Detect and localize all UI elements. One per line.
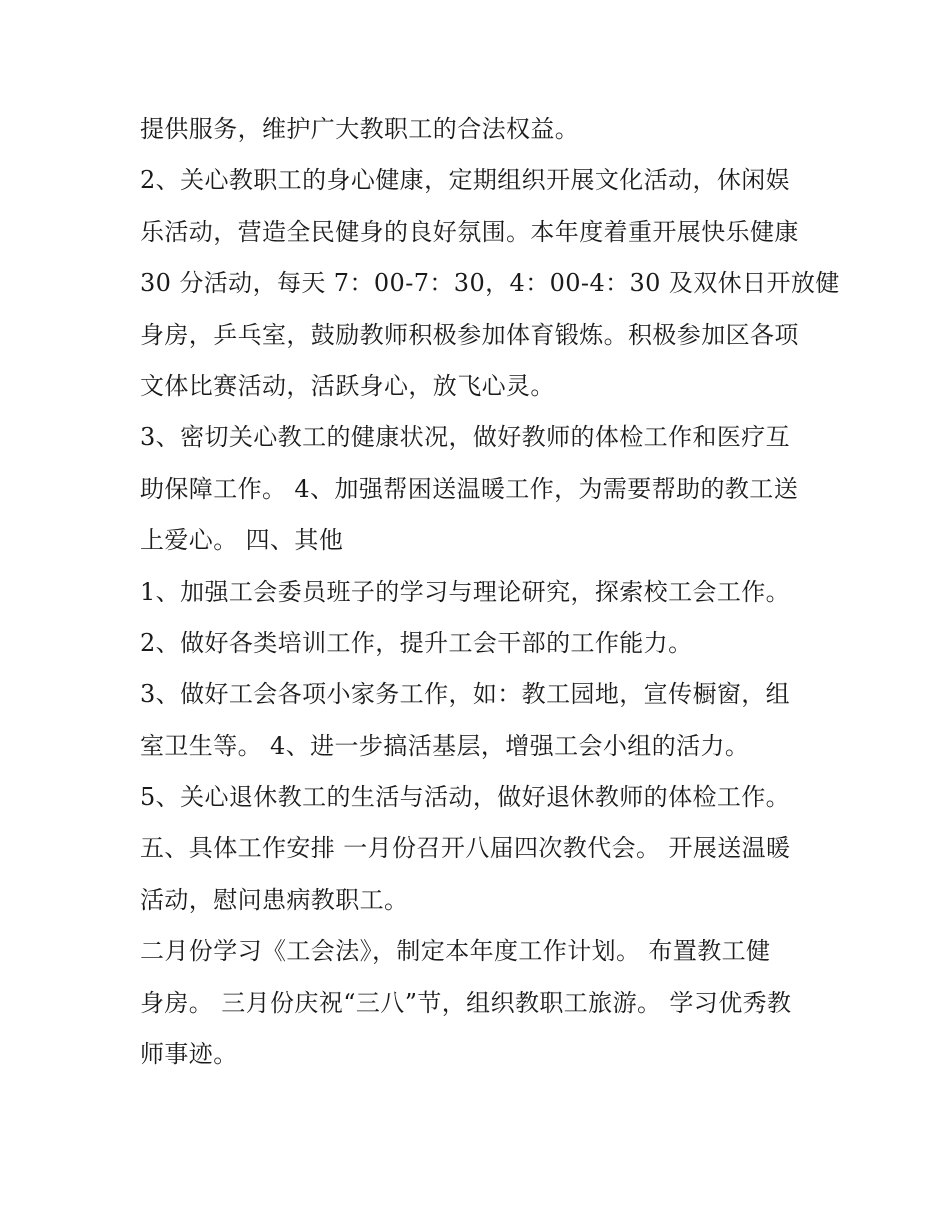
text-line: 助保障工作。 4、加强帮困送温暖工作，为需要帮助的教工送	[140, 474, 799, 503]
text-line: 2、做好各类培训工作，提升工会干部的工作能力。	[140, 628, 693, 657]
text-line: 身房。 三月份庆祝“三八”节，组织教职工旅游。 学习优秀教	[140, 988, 792, 1017]
document-body	[140, 104, 840, 1080]
text-line: 3、做好工会各项小家务工作，如：教工园地，宣传橱窗，组	[140, 680, 791, 709]
text-line: 2、关心教职工的身心健康，定期组织开展文化活动，休闲娱	[140, 166, 791, 195]
text-line: 二月份学习《工会法》，制定本年度工作计划。 布置教工健	[140, 937, 771, 966]
text-line: 师事迹。	[140, 1040, 238, 1069]
text-line: 30 分活动，每天 7：00-7：30，4：00-4：30 及双休日开放健	[140, 269, 840, 298]
text-line: 3、密切关心教工的健康状况，做好教师的体检工作和医疗互	[140, 423, 791, 452]
text-line: 五、具体工作安排 一月份召开八届四次教代会。 开展送温暖	[140, 834, 791, 863]
text-line: 5、关心退休教工的生活与活动，做好退休教师的体检工作。	[140, 783, 791, 812]
text-line: 上爱心。 四、其他	[140, 526, 344, 555]
text-line: 活动，慰问患病教职工。	[140, 885, 409, 914]
text-line: 提供服务，维护广大教职工的合法权益。	[140, 115, 580, 143]
text-line: 乐活动，营造全民健身的良好氛围。本年度着重开展快乐健康	[140, 217, 799, 246]
text-line: 1、加强工会委员班子的学习与理论研究，探索校工会工作。	[140, 577, 791, 606]
text-line: 身房，乒乓室，鼓励教师积极参加体育锻炼。积极参加区各项	[140, 320, 799, 349]
text-line: 室卫生等。 4、进一步搞活基层，增强工会小组的活力。	[140, 731, 750, 760]
text-line: 文体比赛活动，活跃身心，放飞心灵。	[140, 371, 555, 400]
